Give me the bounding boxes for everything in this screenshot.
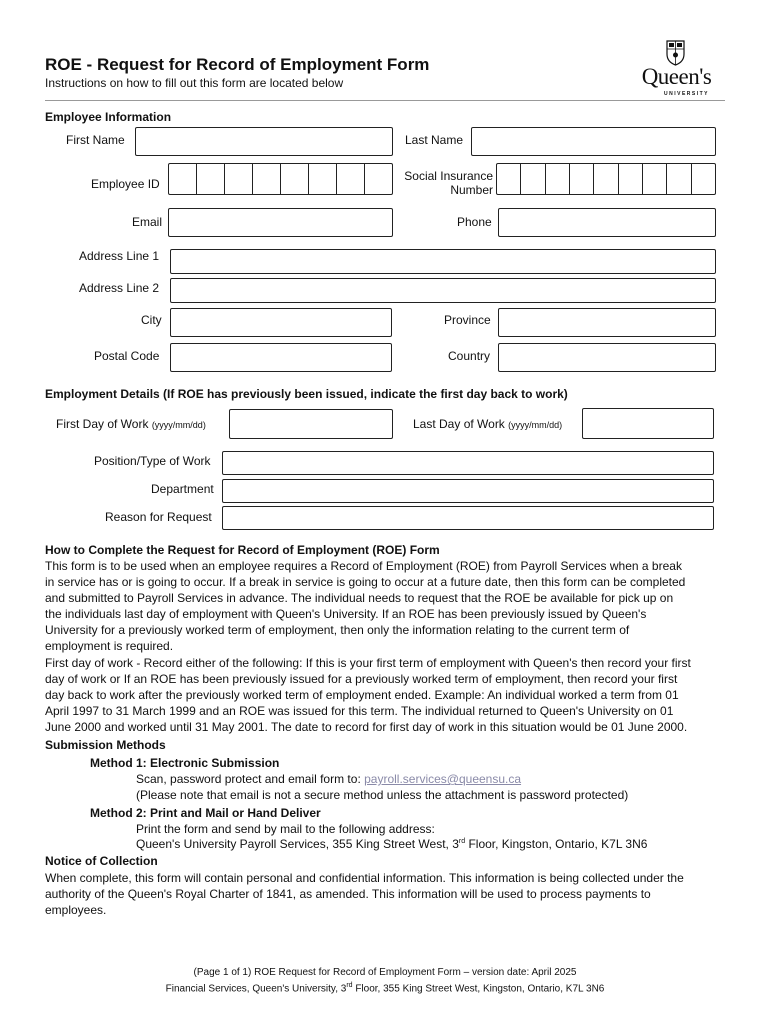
employee-id-label: Employee ID — [91, 177, 160, 191]
last-day-label-text: Last Day of Work — [413, 417, 505, 431]
postal-code-label: Postal Code — [94, 349, 160, 363]
sin-label — [385, 169, 493, 197]
first-name-label: First Name — [66, 133, 125, 147]
method1-text — [136, 772, 521, 786]
first-day-label-text: First Day of Work — [56, 417, 149, 431]
paragraph-line: University for a previously worked term of employment, then only the information relating to the current term of — [45, 623, 630, 637]
paragraph-line: employment is required. — [45, 639, 174, 653]
method1-title: Method 1: Electronic Submission — [90, 756, 280, 770]
paragraph-line: and submitted to Payroll Services in advance. The individual needs to request that the ROE be available for pick up on — [45, 591, 674, 605]
last-day-format: (yyyy/mm/dd) — [508, 420, 563, 430]
city-label: City — [141, 313, 162, 327]
email-field[interactable] — [168, 208, 393, 237]
notice-heading: Notice of Collection — [45, 854, 158, 868]
province-field[interactable] — [498, 308, 716, 337]
form-subtitle: Instructions on how to fill out this form are located below — [45, 76, 344, 90]
employment-details-heading: Employment Details (If ROE has previously been issued, indicate the first day back to work) — [45, 387, 568, 401]
reason-field[interactable] — [222, 506, 714, 530]
logo-wordmark: Queen's — [641, 64, 712, 89]
method1-instruction: Scan, password protect and email form to: — [136, 772, 365, 786]
paragraph-line: June 2000 and worked until 31 May 2001. The date to record for first day of work in this situation would be 01 June 2000. — [45, 720, 688, 734]
method2-title: Method 2: Print and Mail or Hand Deliver — [90, 806, 321, 820]
payroll-email-link[interactable]: payroll.services@queensu.ca — [364, 772, 522, 786]
reason-label: Reason for Request — [105, 510, 212, 524]
employee-info-heading: Employee Information — [45, 110, 172, 124]
sin-label-line2: Number — [450, 183, 493, 197]
logo-university: UNIVERSITY — [664, 91, 710, 97]
paragraph-line: day back to work after the previously worked term of employment ended. Example: An individual worked a term from 01 — [45, 688, 679, 702]
phone-label: Phone — [457, 215, 492, 229]
footer-line-1: (Page 1 of 1) ROE Request for Record of Employment Form – version date: April 2025 — [193, 967, 577, 978]
queens-logo — [628, 40, 723, 100]
sin-label-line1: Social Insurance — [404, 169, 493, 183]
city-field[interactable] — [170, 308, 392, 337]
form-title: ROE - Request for Record of Employment Form — [45, 55, 430, 74]
instructions-paragraph-2 — [45, 655, 735, 735]
paragraph-line: When complete, this form will contain personal and confidential information. This information is being collected under the — [45, 871, 684, 885]
footer-part: Financial Services, Queen's University, 3 — [165, 983, 347, 995]
position-field[interactable] — [222, 451, 714, 475]
paragraph-line: employees. — [45, 903, 107, 917]
address2-label: Address Line 2 — [79, 281, 160, 295]
last-name-label: Last Name — [405, 133, 464, 147]
first-day-label — [56, 417, 206, 431]
instructions-paragraph-1 — [45, 558, 735, 654]
footer-part: Floor, 355 King Street West, Kingston, Ontario, K7L 3N6 — [352, 983, 605, 995]
paragraph-line: First day of work - Record either of the following: If this is your first term of employment with Queen's then record your first — [45, 656, 691, 670]
paragraph-line: day of work or If an ROE has been previously issued for a previously worked term of employment, then record your first — [45, 672, 678, 686]
notice-paragraph — [45, 870, 735, 918]
address1-field[interactable] — [170, 249, 716, 274]
method2-address — [136, 837, 647, 851]
postal-code-field[interactable] — [170, 343, 392, 372]
last-name-field[interactable] — [471, 127, 716, 156]
last-day-field[interactable] — [582, 408, 714, 439]
email-label: Email — [132, 215, 163, 229]
province-label: Province — [444, 313, 491, 327]
address1-label: Address Line 1 — [79, 249, 160, 263]
first-name-field[interactable] — [135, 127, 393, 156]
paragraph-line: April 1997 to 31 March 1999 and an ROE was issued for this term. The individual returned to Queen's University on 01 — [45, 704, 674, 718]
sin-field[interactable] — [496, 163, 716, 195]
paragraph-line: the individuals last day of employment with Queen's University. If an ROE has been previously issued by Queen's — [45, 607, 647, 621]
method1-note: (Please note that email is not a secure method unless the attachment is password protected) — [136, 788, 629, 802]
country-label: Country — [448, 349, 491, 363]
address-part: Queen's University Payroll Services, 355 King Street West, 3 — [136, 837, 459, 851]
submission-heading: Submission Methods — [45, 738, 166, 752]
address-part: Floor, Kingston, Ontario, K7L 3N6 — [465, 837, 648, 851]
employee-id-field[interactable] — [168, 163, 393, 195]
paragraph-line: in service has or is going to occur. If a break in service is going to occur at a future date, then this form can be completed — [45, 575, 686, 589]
phone-field[interactable] — [498, 208, 716, 237]
footer-sup: rd — [346, 982, 353, 989]
position-label: Position/Type of Work — [94, 454, 211, 468]
country-field[interactable] — [498, 343, 716, 372]
header-divider — [45, 100, 725, 101]
instructions-heading: How to Complete the Request for Record of Employment (ROE) Form — [45, 543, 440, 557]
footer-line-2 — [45, 979, 725, 995]
paragraph-line: authority of the Queen's Royal Charter of 1841, as amended. This information will be used to process payments to — [45, 887, 651, 901]
address2-field[interactable] — [170, 278, 716, 303]
first-day-field[interactable] — [229, 409, 393, 439]
method2-text: Print the form and send by mail to the following address: — [136, 822, 435, 836]
footer — [45, 966, 725, 995]
department-label: Department — [151, 482, 214, 496]
last-day-label — [413, 417, 562, 431]
crest-icon — [666, 40, 685, 66]
paragraph-line: This form is to be used when an employee requires a Record of Employment (ROE) from Payroll Services when a break — [45, 559, 682, 573]
department-field[interactable] — [222, 479, 714, 503]
first-day-format: (yyyy/mm/dd) — [151, 420, 206, 430]
address-sup: rd — [458, 838, 466, 845]
